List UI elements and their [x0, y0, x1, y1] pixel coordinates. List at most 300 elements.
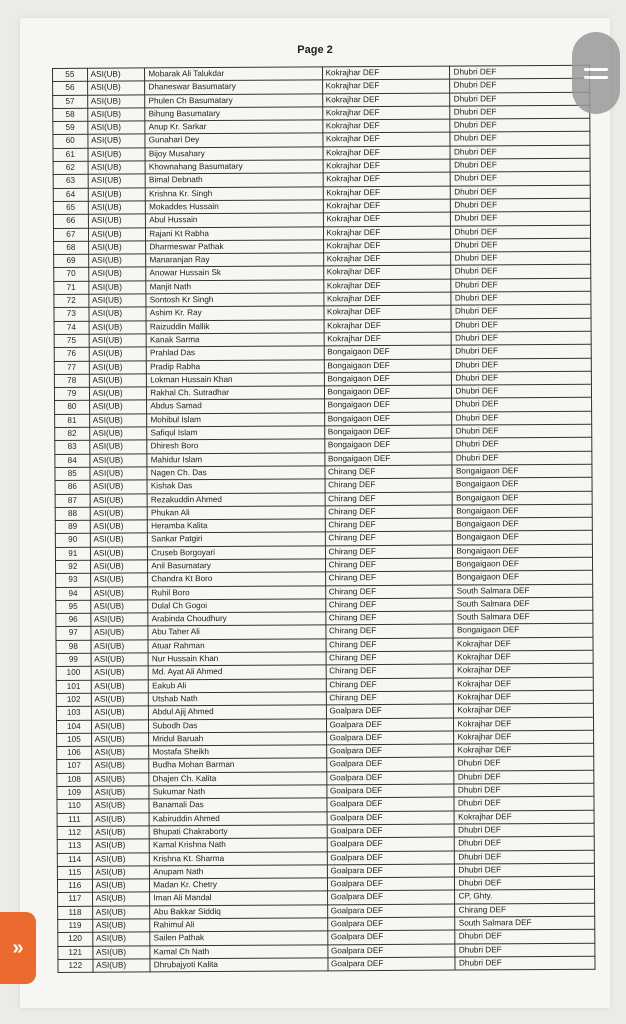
- name-cell: Phukan Ali: [147, 506, 324, 520]
- name-cell: Banamali Das: [149, 798, 326, 812]
- name-cell: Prahlad Das: [146, 346, 323, 360]
- serial-number-cell: 97: [56, 627, 91, 641]
- rank-cell: ASI(UB): [88, 148, 146, 162]
- serial-number-cell: 91: [55, 547, 90, 561]
- to-unit-cell: Kokrajhar DEF: [454, 717, 594, 731]
- rank-cell: ASI(UB): [89, 387, 147, 401]
- from-unit-cell: Chirang DEF: [325, 492, 453, 506]
- name-cell: Atuar Rahman: [148, 639, 325, 653]
- to-unit-cell: Kokrajhar DEF: [454, 730, 594, 744]
- to-unit-cell: Dhubri DEF: [452, 398, 592, 412]
- from-unit-cell: Kokrajhar DEF: [323, 266, 451, 280]
- rank-cell: ASI(UB): [91, 626, 149, 640]
- rank-cell: ASI(UB): [90, 573, 148, 587]
- rank-cell: ASI(UB): [89, 347, 147, 361]
- serial-number-cell: 85: [55, 467, 90, 481]
- to-unit-cell: Bongaigaon DEF: [452, 464, 592, 478]
- from-unit-cell: Goalpara DEF: [327, 811, 455, 825]
- rank-cell: ASI(UB): [88, 227, 146, 241]
- to-unit-cell: South Salmara DEF: [453, 584, 593, 598]
- serial-number-cell: 118: [58, 906, 93, 920]
- menu-bar-top: [584, 68, 608, 71]
- name-cell: Anil Basumatary: [148, 559, 325, 573]
- serial-number-cell: 108: [57, 773, 92, 787]
- from-unit-cell: Kokrajhar DEF: [322, 66, 450, 80]
- name-cell: Abul Hussain: [146, 213, 323, 227]
- rank-cell: ASI(UB): [88, 188, 146, 202]
- from-unit-cell: Goalpara DEF: [327, 864, 455, 878]
- serial-number-cell: 96: [56, 613, 91, 627]
- rank-cell: ASI(UB): [88, 174, 146, 188]
- name-cell: Kanak Sarma: [146, 333, 323, 347]
- name-cell: Abu Bakkar Siddiq: [150, 905, 327, 919]
- rank-cell: ASI(UB): [89, 374, 147, 388]
- rank-cell: ASI(UB): [88, 241, 146, 255]
- to-unit-cell: Dhubri DEF: [451, 265, 591, 279]
- to-unit-cell: Bongaigaon DEF: [453, 504, 593, 518]
- name-cell: Krishna Kt. Sharma: [150, 851, 327, 865]
- to-unit-cell: Dhubri DEF: [450, 79, 590, 93]
- name-cell: Mokaddes Hussain: [146, 200, 323, 214]
- serial-number-cell: 86: [55, 480, 90, 494]
- serial-number-cell: 120: [58, 933, 93, 947]
- to-unit-cell: Dhubri DEF: [451, 278, 591, 292]
- to-unit-cell: Kokrajhar DEF: [454, 677, 594, 691]
- name-cell: Manjit Nath: [146, 280, 323, 294]
- from-unit-cell: Chirang DEF: [325, 611, 453, 625]
- to-unit-cell: South Salmara DEF: [453, 610, 593, 624]
- serial-number-cell: 117: [58, 893, 93, 907]
- from-unit-cell: Chirang DEF: [326, 651, 454, 665]
- from-unit-cell: Kokrajhar DEF: [323, 305, 451, 319]
- serial-number-cell: 112: [57, 826, 92, 840]
- to-unit-cell: South Salmara DEF: [453, 597, 593, 611]
- to-unit-cell: Dhubri DEF: [452, 424, 592, 438]
- name-cell: Mobarak Ali Talukdar: [145, 67, 322, 81]
- serial-number-cell: 114: [57, 853, 92, 867]
- serial-number-cell: 77: [54, 361, 89, 375]
- to-unit-cell: Dhubri DEF: [454, 757, 594, 771]
- from-unit-cell: Goalpara DEF: [327, 837, 455, 851]
- from-unit-cell: Goalpara DEF: [327, 957, 455, 971]
- name-cell: Madan Kr. Chetry: [150, 878, 327, 892]
- to-unit-cell: Dhubri DEF: [452, 358, 592, 372]
- rank-cell: ASI(UB): [89, 427, 147, 441]
- name-cell: Arabinda Choudhury: [148, 612, 325, 626]
- from-unit-cell: Chirang DEF: [326, 691, 454, 705]
- name-cell: Sontosh Kr Singh: [146, 293, 323, 307]
- to-unit-cell: Bongaigaon DEF: [453, 557, 593, 571]
- to-unit-cell: Dhubri DEF: [452, 318, 592, 332]
- rank-cell: ASI(UB): [91, 666, 149, 680]
- from-unit-cell: Goalpara DEF: [327, 877, 455, 891]
- from-unit-cell: Goalpara DEF: [327, 944, 455, 958]
- to-unit-cell: Dhubri DEF: [452, 411, 592, 425]
- to-unit-cell: Dhubri DEF: [451, 291, 591, 305]
- transfer-table: [52, 65, 596, 973]
- name-cell: Mridul Baruah: [149, 732, 326, 746]
- rank-cell: ASI(UB): [91, 706, 149, 720]
- from-unit-cell: Chirang DEF: [325, 598, 453, 612]
- serial-number-cell: 59: [53, 121, 88, 135]
- from-unit-cell: Goalpara DEF: [326, 757, 454, 771]
- rank-cell: ASI(UB): [90, 480, 148, 494]
- to-unit-cell: Dhubri DEF: [455, 836, 595, 850]
- name-cell: Bijoy Musahary: [145, 147, 322, 161]
- to-unit-cell: Dhubri DEF: [452, 344, 592, 358]
- from-unit-cell: Goalpara DEF: [326, 704, 454, 718]
- rank-cell: ASI(UB): [92, 879, 150, 893]
- name-cell: Anup Kr. Sarkar: [145, 120, 322, 134]
- from-unit-cell: Kokrajhar DEF: [323, 292, 451, 306]
- serial-number-cell: 122: [58, 959, 93, 973]
- serial-number-cell: 67: [53, 228, 88, 242]
- to-unit-cell: Dhubri DEF: [454, 783, 594, 797]
- to-unit-cell: Dhubri DEF: [451, 198, 591, 212]
- to-unit-cell: Bongaigaon DEF: [453, 624, 593, 638]
- name-cell: Mahidur Islam: [147, 452, 324, 466]
- rank-cell: ASI(UB): [92, 839, 150, 853]
- document-page: [20, 18, 610, 1008]
- to-unit-cell: Dhubri DEF: [451, 158, 591, 172]
- from-unit-cell: Kokrajhar DEF: [324, 332, 452, 346]
- serial-number-cell: 93: [56, 574, 91, 588]
- from-unit-cell: Bongaigaon DEF: [324, 372, 452, 386]
- serial-number-cell: 82: [55, 427, 90, 441]
- rank-cell: ASI(UB): [88, 267, 146, 281]
- from-unit-cell: Chirang DEF: [325, 531, 453, 545]
- to-unit-cell: Bongaigaon DEF: [453, 517, 593, 531]
- from-unit-cell: Chirang DEF: [325, 518, 453, 532]
- from-unit-cell: Goalpara DEF: [326, 784, 454, 798]
- rank-cell: ASI(UB): [90, 560, 148, 574]
- from-unit-cell: Chirang DEF: [326, 638, 454, 652]
- page-title: Page 2: [297, 44, 333, 56]
- rank-cell: ASI(UB): [91, 680, 149, 694]
- from-unit-cell: Bongaigaon DEF: [324, 398, 452, 412]
- from-unit-cell: Bongaigaon DEF: [324, 385, 452, 399]
- serial-number-cell: 75: [54, 334, 89, 348]
- rank-cell: ASI(UB): [91, 786, 149, 800]
- serial-number-cell: 104: [56, 720, 91, 734]
- to-unit-cell: South Salmara DEF: [455, 916, 595, 930]
- rank-cell: ASI(UB): [90, 600, 148, 614]
- to-unit-cell: Dhubri DEF: [451, 238, 591, 252]
- serial-number-cell: 60: [53, 135, 88, 149]
- from-unit-cell: Chirang DEF: [325, 558, 453, 572]
- to-unit-cell: Bongaigaon DEF: [453, 544, 593, 558]
- name-cell: Rajani Kt Rabha: [146, 226, 323, 240]
- name-cell: Utshab Nath: [149, 692, 326, 706]
- from-unit-cell: Kokrajhar DEF: [323, 239, 451, 253]
- name-cell: Bimal Debnath: [145, 173, 322, 187]
- name-cell: Budha Mohan Barman: [149, 758, 326, 772]
- rank-cell: ASI(UB): [89, 334, 147, 348]
- rank-cell: ASI(UB): [92, 866, 150, 880]
- from-unit-cell: Goalpara DEF: [327, 851, 455, 865]
- rank-cell: ASI(UB): [91, 733, 149, 747]
- serial-number-cell: 64: [53, 188, 88, 202]
- from-unit-cell: Chirang DEF: [325, 505, 453, 519]
- from-unit-cell: Kokrajhar DEF: [323, 199, 451, 213]
- name-cell: Mohibul Islam: [147, 413, 324, 427]
- name-cell: Sukumar Nath: [149, 785, 326, 799]
- name-cell: Phulen Ch Basumatary: [145, 93, 322, 107]
- to-unit-cell: Dhubri DEF: [452, 451, 592, 465]
- to-unit-cell: Bongaigaon DEF: [452, 477, 592, 491]
- serial-number-cell: 74: [54, 321, 89, 335]
- serial-number-cell: 55: [53, 68, 88, 82]
- to-unit-cell: Kokrajhar DEF: [454, 743, 594, 757]
- name-cell: Abdus Samad: [147, 399, 324, 413]
- from-unit-cell: Goalpara DEF: [327, 890, 455, 904]
- from-unit-cell: Kokrajhar DEF: [323, 212, 451, 226]
- to-unit-cell: Dhubri DEF: [452, 438, 592, 452]
- rank-cell: ASI(UB): [88, 161, 146, 175]
- from-unit-cell: Kokrajhar DEF: [323, 279, 451, 293]
- rank-cell: ASI(UB): [91, 653, 149, 667]
- to-unit-cell: Dhubri DEF: [455, 929, 595, 943]
- name-cell: Krishna Kr. Singh: [146, 187, 323, 201]
- name-cell: Sailen Pathak: [150, 931, 327, 945]
- name-cell: Dulal Ch Gogoi: [148, 599, 325, 613]
- double-chevron-right-icon[interactable]: »: [0, 912, 36, 984]
- rank-cell: ASI(UB): [92, 946, 150, 960]
- to-unit-cell: Dhubri DEF: [451, 305, 591, 319]
- rank-cell: ASI(UB): [92, 799, 150, 813]
- hamburger-menu-icon[interactable]: [572, 32, 620, 114]
- name-cell: Kabiruddin Ahmed: [149, 811, 326, 825]
- serial-number-cell: 89: [55, 520, 90, 534]
- rank-cell: ASI(UB): [92, 906, 150, 920]
- rank-cell: ASI(UB): [92, 813, 150, 827]
- name-cell: Md. Ayat Ali Ahmed: [148, 665, 325, 679]
- serial-number-cell: 71: [54, 281, 89, 295]
- name-cell: Bhupati Chakraborty: [149, 825, 326, 839]
- name-cell: Gunahari Dey: [145, 133, 322, 147]
- rank-cell: ASI(UB): [92, 852, 150, 866]
- name-cell: Safiqul Islam: [147, 426, 324, 440]
- to-unit-cell: Kokrajhar DEF: [455, 810, 595, 824]
- to-unit-cell: Dhubri DEF: [455, 863, 595, 877]
- name-cell: Nur Hussain Khan: [148, 652, 325, 666]
- rank-cell: ASI(UB): [87, 95, 145, 109]
- to-unit-cell: Kokrajhar DEF: [453, 637, 593, 651]
- from-unit-cell: Chirang DEF: [325, 571, 453, 585]
- to-unit-cell: Bongaigaon DEF: [453, 570, 593, 584]
- rank-cell: ASI(UB): [88, 134, 146, 148]
- name-cell: Abu Taher Ali: [148, 625, 325, 639]
- rank-cell: ASI(UB): [92, 932, 150, 946]
- serial-number-cell: 113: [57, 839, 92, 853]
- serial-number-cell: 62: [53, 161, 88, 175]
- rank-cell: ASI(UB): [90, 587, 148, 601]
- name-cell: Pradip Rabha: [147, 359, 324, 373]
- serial-number-cell: 63: [53, 175, 88, 189]
- transfer-table-body: [53, 65, 596, 972]
- name-cell: Ashim Kr. Ray: [146, 306, 323, 320]
- serial-number-cell: 61: [53, 148, 88, 162]
- from-unit-cell: Kokrajhar DEF: [323, 186, 451, 200]
- serial-number-cell: 79: [54, 387, 89, 401]
- name-cell: Mostafa Sheikh: [149, 745, 326, 759]
- to-unit-cell: Dhubri DEF: [455, 943, 595, 957]
- serial-number-cell: 103: [56, 707, 91, 721]
- from-unit-cell: Bongaigaon DEF: [324, 345, 452, 359]
- rank-cell: ASI(UB): [88, 201, 146, 215]
- rank-cell: ASI(UB): [89, 440, 147, 454]
- serial-number-cell: 105: [57, 733, 92, 747]
- from-unit-cell: Goalpara DEF: [327, 930, 455, 944]
- to-unit-cell: Dhubri DEF: [452, 371, 592, 385]
- serial-number-cell: 78: [54, 374, 89, 388]
- serial-number-cell: 65: [53, 201, 88, 215]
- name-cell: Subodh Das: [149, 718, 326, 732]
- serial-number-cell: 119: [58, 919, 93, 933]
- name-cell: Eakub Ali: [149, 678, 326, 692]
- from-unit-cell: Chirang DEF: [326, 678, 454, 692]
- to-unit-cell: Dhubri DEF: [451, 225, 591, 239]
- rank-cell: ASI(UB): [87, 81, 145, 95]
- to-unit-cell: Dhubri DEF: [452, 384, 592, 398]
- from-unit-cell: Goalpara DEF: [326, 771, 454, 785]
- name-cell: Lokman Hussain Khan: [147, 373, 324, 387]
- from-unit-cell: Kokrajhar DEF: [322, 93, 450, 107]
- serial-number-cell: 107: [57, 760, 92, 774]
- serial-number-cell: 111: [57, 813, 92, 827]
- serial-number-cell: 110: [57, 800, 92, 814]
- to-unit-cell: Dhubri DEF: [451, 172, 591, 186]
- rank-cell: ASI(UB): [89, 307, 147, 321]
- name-cell: Kamal Ch Nath: [150, 944, 327, 958]
- name-cell: Sankar Patgiri: [148, 532, 325, 546]
- serial-number-cell: 73: [54, 308, 89, 322]
- serial-number-cell: 69: [54, 254, 89, 268]
- rank-cell: ASI(UB): [88, 254, 146, 268]
- rank-cell: ASI(UB): [90, 613, 148, 627]
- from-unit-cell: Bongaigaon DEF: [324, 359, 452, 373]
- from-unit-cell: Kokrajhar DEF: [322, 79, 450, 93]
- to-unit-cell: Bongaigaon DEF: [453, 491, 593, 505]
- serial-number-cell: 56: [53, 82, 88, 96]
- name-cell: Anupam Nath: [150, 865, 327, 879]
- serial-number-cell: 87: [55, 494, 90, 508]
- rank-cell: ASI(UB): [89, 400, 147, 414]
- name-cell: Ruhil Boro: [148, 585, 325, 599]
- to-unit-cell: Kokrajhar DEF: [454, 703, 594, 717]
- to-unit-cell: Dhubri DEF: [455, 850, 595, 864]
- name-cell: Dhajen Ch. Kalita: [149, 772, 326, 786]
- name-cell: Raizuddin Mallik: [146, 319, 323, 333]
- name-cell: Dhrubajyoti Kalita: [150, 958, 327, 972]
- to-unit-cell: Dhubri DEF: [450, 132, 590, 146]
- rank-cell: ASI(UB): [90, 467, 148, 481]
- name-cell: Dharmeswar Pathak: [146, 240, 323, 254]
- serial-number-cell: 58: [53, 108, 88, 122]
- name-cell: Cruseb Borgoyari: [148, 546, 325, 560]
- from-unit-cell: Goalpara DEF: [326, 731, 454, 745]
- rank-cell: ASI(UB): [88, 294, 146, 308]
- rank-cell: ASI(UB): [93, 959, 151, 973]
- from-unit-cell: Chirang DEF: [325, 585, 453, 599]
- from-unit-cell: Bongaigaon DEF: [324, 425, 452, 439]
- serial-number-cell: 90: [55, 534, 90, 548]
- name-cell: Nagen Ch. Das: [147, 466, 324, 480]
- from-unit-cell: Kokrajhar DEF: [323, 252, 451, 266]
- from-unit-cell: Goalpara DEF: [326, 744, 454, 758]
- name-cell: Bihung Basumatary: [145, 107, 322, 121]
- from-unit-cell: Goalpara DEF: [327, 824, 455, 838]
- from-unit-cell: Chirang DEF: [324, 465, 452, 479]
- from-unit-cell: Kokrajhar DEF: [322, 106, 450, 120]
- serial-number-cell: 57: [53, 95, 88, 109]
- rank-cell: ASI(UB): [92, 919, 150, 933]
- from-unit-cell: Chirang DEF: [325, 545, 453, 559]
- rank-cell: ASI(UB): [90, 507, 148, 521]
- name-cell: Chandra Kt Boro: [148, 572, 325, 586]
- to-unit-cell: Dhubri DEF: [452, 331, 592, 345]
- serial-number-cell: 94: [56, 587, 91, 601]
- to-unit-cell: Bongaigaon DEF: [453, 531, 593, 545]
- to-unit-cell: Dhubri DEF: [450, 65, 590, 79]
- to-unit-cell: Chirang DEF: [455, 903, 595, 917]
- name-cell: Anowar Hussain Sk: [146, 266, 323, 280]
- name-cell: Rakhal Ch. Sutradhar: [147, 386, 324, 400]
- from-unit-cell: Bongaigaon DEF: [324, 438, 452, 452]
- rank-cell: ASI(UB): [87, 108, 145, 122]
- serial-number-cell: 95: [56, 600, 91, 614]
- serial-number-cell: 106: [57, 746, 92, 760]
- serial-number-cell: 102: [56, 693, 91, 707]
- to-unit-cell: Dhubri DEF: [451, 185, 591, 199]
- rank-cell: ASI(UB): [90, 533, 148, 547]
- serial-number-cell: 92: [56, 560, 91, 574]
- from-unit-cell: Goalpara DEF: [326, 797, 454, 811]
- name-cell: Manaranjan Ray: [146, 253, 323, 267]
- rank-cell: ASI(UB): [92, 892, 150, 906]
- from-unit-cell: Kokrajhar DEF: [323, 172, 451, 186]
- to-unit-cell: Dhubri DEF: [451, 211, 591, 225]
- serial-number-cell: 109: [57, 786, 92, 800]
- from-unit-cell: Goalpara DEF: [326, 718, 454, 732]
- serial-number-cell: 88: [55, 507, 90, 521]
- to-unit-cell: Dhubri DEF: [455, 823, 595, 837]
- name-cell: Kamal Krishna Nath: [149, 838, 326, 852]
- to-unit-cell: Kokrajhar DEF: [454, 690, 594, 704]
- name-cell: Khownahang Basumatary: [145, 160, 322, 174]
- to-unit-cell: Dhubri DEF: [455, 956, 595, 970]
- serial-number-cell: 76: [54, 348, 89, 362]
- from-unit-cell: Bongaigaon DEF: [324, 452, 452, 466]
- from-unit-cell: Goalpara DEF: [327, 917, 455, 931]
- rank-cell: ASI(UB): [91, 746, 149, 760]
- serial-number-cell: 68: [54, 241, 89, 255]
- from-unit-cell: Bongaigaon DEF: [324, 412, 452, 426]
- to-unit-cell: Dhubri DEF: [454, 797, 594, 811]
- serial-number-cell: 66: [53, 215, 88, 229]
- name-cell: Rezakuddin Ahmed: [147, 492, 324, 506]
- from-unit-cell: Chirang DEF: [326, 664, 454, 678]
- serial-number-cell: 81: [55, 414, 90, 428]
- name-cell: Heramba Kalita: [148, 519, 325, 533]
- serial-number-cell: 101: [56, 680, 91, 694]
- serial-number-cell: 72: [54, 294, 89, 308]
- serial-number-cell: 99: [56, 653, 91, 667]
- serial-number-cell: 83: [55, 441, 90, 455]
- from-unit-cell: Kokrajhar DEF: [323, 226, 451, 240]
- rank-cell: ASI(UB): [90, 493, 148, 507]
- from-unit-cell: Kokrajhar DEF: [324, 319, 452, 333]
